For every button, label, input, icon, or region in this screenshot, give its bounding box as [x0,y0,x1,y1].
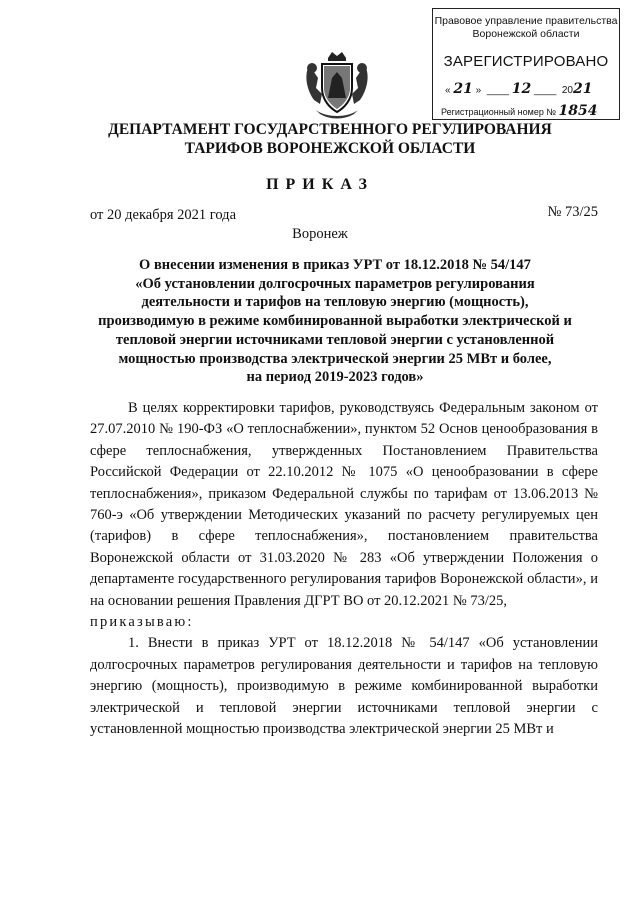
header-line: ТАРИФОВ ВОРОНЕЖСКОЙ ОБЛАСТИ [184,140,476,157]
stamp-organization [433,15,619,41]
subject-line: «Об установлении долгосрочных параметров регулирования [135,275,535,292]
registration-stamp [432,8,620,120]
stamp-date: « 21 » ____ 12 ____ 2021 [445,81,593,97]
department-header [60,120,600,158]
order-date: от 20 декабря 2021 года [90,207,236,223]
stamp-status: ЗАРЕГИСТРИРОВАНО [443,53,609,70]
order-body [90,398,598,741]
stamp-regnum-value: 1854 [558,103,598,119]
stamp-date-mid: » [475,85,482,96]
stamp-org-line: Правовое управление правительства [434,15,618,27]
subject-line: производимую в режиме комбинированной выработки электрической и [98,313,572,330]
coat-of-arms-icon [302,48,372,120]
stamp-registration-number [441,103,615,119]
header-line: ДЕПАРТАМЕНТ ГОСУДАРСТВЕННОГО РЕГУЛИРОВАНИЯ [108,121,552,138]
stamp-org-line: Воронежской области [472,28,580,40]
subject-line: тепловой энергии источниками тепловой энергии с установленной [115,331,555,348]
stamp-date-open: « [445,85,451,96]
order-word: приказываю: [90,614,194,631]
subject-line: мощностью производства электрической энергии 25 МВт и более, [118,350,552,367]
stamp-regnum-label: Регистрационный номер № [441,107,557,117]
stamp-date-year: 21 [572,81,593,97]
subject-line: на период 2019-2023 годов» [246,369,424,386]
order-number: № 73/25 [547,204,598,220]
order-subject [70,256,600,387]
subject-line: О внесении изменения в приказ УРТ от 18.12.2018 № 54/147 [139,257,531,273]
subject-line: деятельности и тарифов на тепловую энергию (мощность), [141,294,529,311]
item-1-paragraph: 1. Внести в приказ УРТ от 18.12.2018 № 54/147 «Об установлении долгосрочных параметров регулирования деятельности и тарифов на тепловую энергию (мощность), производимую в режиме комбинированной выработки электрической и тепловой энергии источниками тепловой энергии с установленной мощностью производства электрической энергии 25 МВт и [90,635,598,738]
stamp-date-day: 21 [453,81,473,97]
order-city: Воронеж [292,226,348,242]
order-title: ПРИКАЗ [266,176,374,193]
stamp-date-year-prefix: 20 [561,85,573,96]
stamp-date-month: 12 [511,81,532,97]
preamble-paragraph: В целях корректировки тарифов, руководствуясь Федеральным законом от 27.07.2010 № 190-ФЗ «О теплоснабжении», пунктом 52 Основ ценообразования в сфере теплоснабжения, утвержденных Постановлением Правительства Российской Федерации от 22.10.2012 № 1075 «О ценообразовании в сфере теплоснабжения», приказом Федеральной службы по тарифам от 13.06.2013 № 760-э «Об утверждении Методических указаний по расчету регулируемых цен (тарифов) в сфере теплоснабжения», постановлением правительства Воронежской области от 31.03.2020 № 283 «Об утверждении Положения о департаменте государственного регулирования тарифов Воронежской области», и на основании решения Правления ДГРТ ВО от 20.12.2021 № 73/25, [90,400,598,609]
